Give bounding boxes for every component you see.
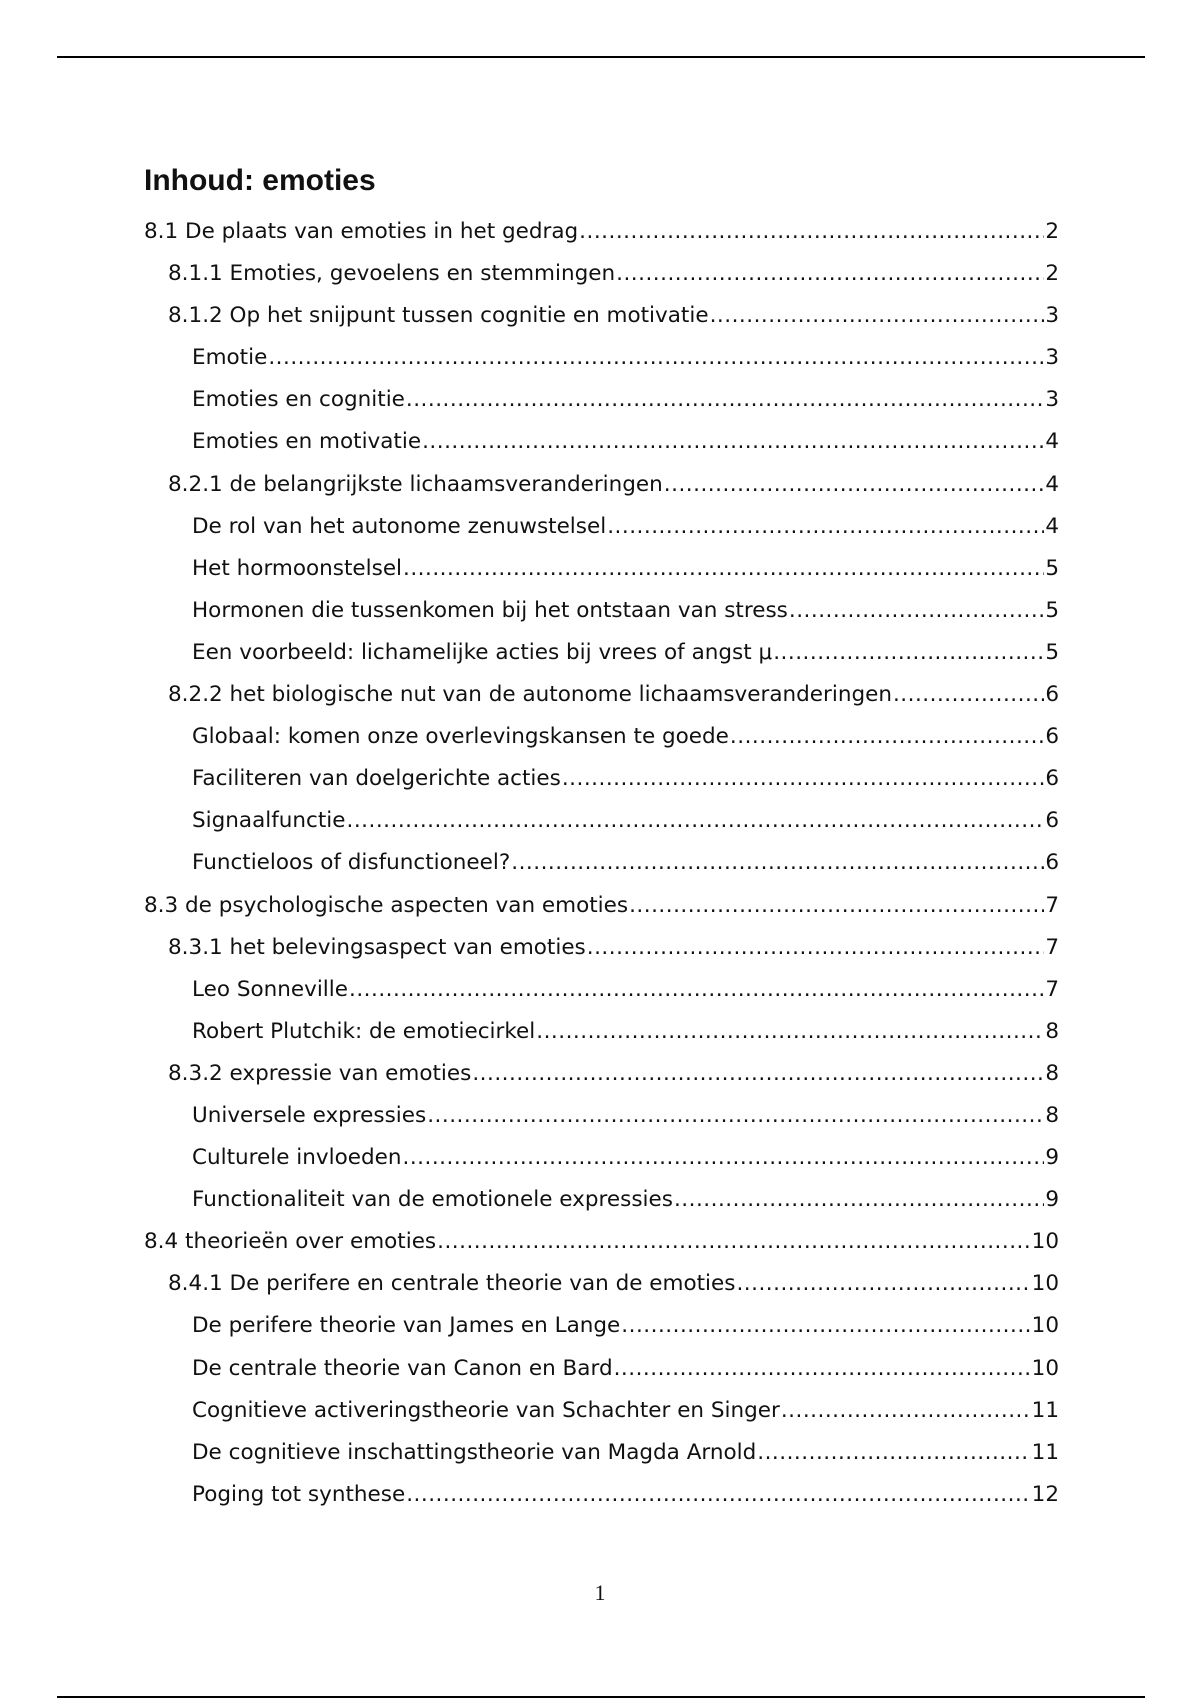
toc-entry-label: De cognitieve inschattingstheorie van Magda Arnold xyxy=(192,1439,757,1465)
toc-entry-leader xyxy=(789,590,1044,632)
toc-entry-leader xyxy=(562,758,1044,800)
toc-entry-15[interactable] xyxy=(144,800,1059,842)
toc-entry-7[interactable] xyxy=(144,464,1059,506)
toc-entry-10[interactable] xyxy=(144,590,1059,632)
toc-entry-18[interactable] xyxy=(144,927,1059,969)
toc-entry-page: 6 xyxy=(1045,682,1059,708)
toc-entry-leader xyxy=(536,1011,1044,1053)
toc-entry-leader xyxy=(402,1137,1044,1179)
footer-rule xyxy=(57,1696,1145,1698)
toc-entry-leader xyxy=(607,506,1044,548)
toc-entry-page: 3 xyxy=(1045,345,1059,371)
toc-entry-page: 9 xyxy=(1045,1187,1059,1213)
toc-entry-leader xyxy=(579,211,1044,253)
toc-entry-3[interactable] xyxy=(144,295,1059,337)
toc-entry-2[interactable] xyxy=(144,253,1059,295)
toc-entry-leader xyxy=(773,632,1044,674)
toc-entry-page: 11 xyxy=(1031,1439,1059,1465)
toc-entry-leader xyxy=(616,253,1044,295)
toc-entry-leader xyxy=(347,800,1045,842)
toc-entry-page: 12 xyxy=(1031,1481,1059,1507)
toc-entry-leader xyxy=(511,842,1044,884)
toc-entry-label: Poging tot synthese xyxy=(192,1481,406,1507)
toc-entry-page: 3 xyxy=(1045,387,1059,413)
toc-entry-page: 5 xyxy=(1045,597,1059,623)
toc-entry-leader xyxy=(893,674,1044,716)
toc-entry-26[interactable] xyxy=(144,1263,1059,1305)
toc-entry-4[interactable] xyxy=(144,337,1059,379)
toc-entry-leader xyxy=(268,337,1044,379)
toc-entry-page: 10 xyxy=(1031,1229,1059,1255)
toc-entry-label: 8.3.2 expressie van emoties xyxy=(168,1060,472,1086)
toc-entry-label: Het hormoonstelsel xyxy=(192,555,403,581)
toc-entry-label: Leo Sonneville xyxy=(192,976,348,1002)
toc-entry-label: Functieloos of disfunctioneel? xyxy=(192,850,511,876)
toc-entry-label: De centrale theorie van Canon en Bard xyxy=(192,1355,613,1381)
toc-entry-label: Emoties en motivatie xyxy=(192,429,422,455)
toc-entry-page: 10 xyxy=(1031,1313,1059,1339)
toc-entry-page: 4 xyxy=(1045,513,1059,539)
toc-entry-label: 8.3.1 het belevingsaspect van emoties xyxy=(168,934,586,960)
toc-entry-page: 11 xyxy=(1031,1397,1059,1423)
toc-entry-5[interactable] xyxy=(144,379,1059,421)
toc-entry-label: Universele expressies xyxy=(192,1102,427,1128)
toc-entry-page: 10 xyxy=(1031,1271,1059,1297)
toc-entry-leader xyxy=(710,295,1045,337)
toc-entry-31[interactable] xyxy=(144,1474,1059,1516)
toc-entry-page: 6 xyxy=(1045,724,1059,750)
toc-entry-page: 10 xyxy=(1031,1355,1059,1381)
toc-entry-label: Een voorbeeld: lichamelijke acties bij vrees of angst μ xyxy=(192,639,773,665)
toc-entry-label: De perifere theorie van James en Lange xyxy=(192,1313,621,1339)
toc-entry-9[interactable] xyxy=(144,548,1059,590)
toc-entry-page: 7 xyxy=(1045,934,1059,960)
toc-entry-label: 8.2.1 de belangrijkste lichaamsveranderingen xyxy=(168,471,663,497)
toc-entry-label: Cognitieve activeringstheorie van Schachter en Singer xyxy=(192,1397,780,1423)
toc-entry-label: 8.4 theorieën over emoties xyxy=(144,1229,437,1255)
toc-entry-leader xyxy=(736,1263,1030,1305)
toc-entry-page: 3 xyxy=(1045,303,1059,329)
toc-entry-leader xyxy=(629,885,1044,927)
toc-entry-leader xyxy=(406,379,1044,421)
toc-entry-leader xyxy=(781,1390,1031,1432)
toc-entry-27[interactable] xyxy=(144,1305,1059,1347)
toc-entry-leader xyxy=(427,1095,1044,1137)
toc-entry-leader xyxy=(587,927,1045,969)
toc-title: Inhoud: emoties xyxy=(144,164,376,197)
toc-entry-page: 4 xyxy=(1045,429,1059,455)
toc-entry-label: Faciliteren van doelgerichte acties xyxy=(192,766,561,792)
table-of-contents xyxy=(144,162,1059,1516)
toc-entry-label: 8.4.1 De perifere en centrale theorie van de emoties xyxy=(168,1271,736,1297)
toc-entry-page: 8 xyxy=(1045,1102,1059,1128)
toc-entry-6[interactable] xyxy=(144,421,1059,463)
toc-entry-page: 8 xyxy=(1045,1060,1059,1086)
toc-entry-page: 9 xyxy=(1045,1145,1059,1171)
toc-entry-label: Culturele invloeden xyxy=(192,1145,402,1171)
toc-entry-21[interactable] xyxy=(144,1053,1059,1095)
toc-entry-leader xyxy=(757,1432,1030,1474)
toc-entry-leader xyxy=(674,1179,1044,1221)
toc-entry-leader xyxy=(437,1221,1031,1263)
toc-entry-leader xyxy=(349,969,1044,1011)
toc-entry-24[interactable] xyxy=(144,1179,1059,1221)
toc-entry-label: Emotie xyxy=(192,345,268,371)
toc-entry-leader xyxy=(422,421,1044,463)
toc-entry-label: Robert Plutchik: de emotiecirkel xyxy=(192,1018,536,1044)
toc-entry-14[interactable] xyxy=(144,758,1059,800)
toc-entry-label: 8.1 De plaats van emoties in het gedrag xyxy=(144,219,579,244)
toc-entry-page: 6 xyxy=(1045,808,1059,834)
header-rule xyxy=(57,56,1145,58)
toc-entry-1[interactable] xyxy=(144,211,1059,253)
toc-entry-label: 8.3 de psychologische aspecten van emoties xyxy=(144,892,629,918)
toc-entry-20[interactable] xyxy=(144,1011,1059,1053)
toc-entry-page: 5 xyxy=(1045,555,1059,581)
toc-entry-page: 6 xyxy=(1045,850,1059,876)
toc-entry-leader xyxy=(614,1348,1031,1390)
toc-entry-page: 5 xyxy=(1045,639,1059,665)
toc-entry-label: Functionaliteit van de emotionele expressies xyxy=(192,1187,673,1213)
toc-entry-page: 4 xyxy=(1045,471,1059,497)
toc-entry-28[interactable] xyxy=(144,1348,1059,1390)
toc-entry-19[interactable] xyxy=(144,969,1059,1011)
toc-entry-label: Globaal: komen onze overlevingskansen te goede xyxy=(192,724,729,750)
toc-entry-23[interactable] xyxy=(144,1137,1059,1179)
toc-entry-leader xyxy=(730,716,1044,758)
toc-entry-label: Emoties en cognitie xyxy=(192,387,405,413)
toc-entry-12[interactable] xyxy=(144,674,1059,716)
toc-entry-page: 2 xyxy=(1045,261,1059,287)
toc-entry-17[interactable] xyxy=(144,885,1059,927)
toc-entry-page: 2 xyxy=(1045,219,1059,244)
toc-entry-29[interactable] xyxy=(144,1390,1059,1432)
toc-entry-page: 7 xyxy=(1045,892,1059,918)
toc-entry-leader xyxy=(472,1053,1044,1095)
toc-entry-30[interactable] xyxy=(144,1432,1059,1474)
page-number: 1 xyxy=(594,1580,606,1605)
toc-entry-16[interactable] xyxy=(144,842,1059,884)
toc-entry-label: De rol van het autonome zenuwstelsel xyxy=(192,513,607,539)
toc-entry-8[interactable] xyxy=(144,506,1059,548)
toc-entry-11[interactable] xyxy=(144,632,1059,674)
toc-entry-leader xyxy=(406,1474,1030,1516)
toc-entry-25[interactable] xyxy=(144,1221,1059,1263)
toc-entry-leader xyxy=(403,548,1044,590)
toc-entry-leader xyxy=(664,464,1045,506)
toc-entry-22[interactable] xyxy=(144,1095,1059,1137)
toc-entry-label: 8.1.1 Emoties, gevoelens en stemmingen xyxy=(168,261,616,287)
toc-entry-label: Hormonen die tussenkomen bij het ontstaan van stress xyxy=(192,597,788,623)
toc-entry-page: 7 xyxy=(1045,976,1059,1002)
toc-entry-page: 6 xyxy=(1045,766,1059,792)
toc-entry-leader xyxy=(621,1305,1030,1347)
toc-list xyxy=(144,211,1059,1516)
toc-entry-label: 8.1.2 Op het snijpunt tussen cognitie en motivatie xyxy=(168,303,709,329)
toc-entry-page: 8 xyxy=(1045,1018,1059,1044)
toc-entry-13[interactable] xyxy=(144,716,1059,758)
toc-entry-label: Signaalfunctie xyxy=(192,808,346,834)
toc-entry-label: 8.2.2 het biologische nut van de autonome lichaamsveranderingen xyxy=(168,682,892,708)
